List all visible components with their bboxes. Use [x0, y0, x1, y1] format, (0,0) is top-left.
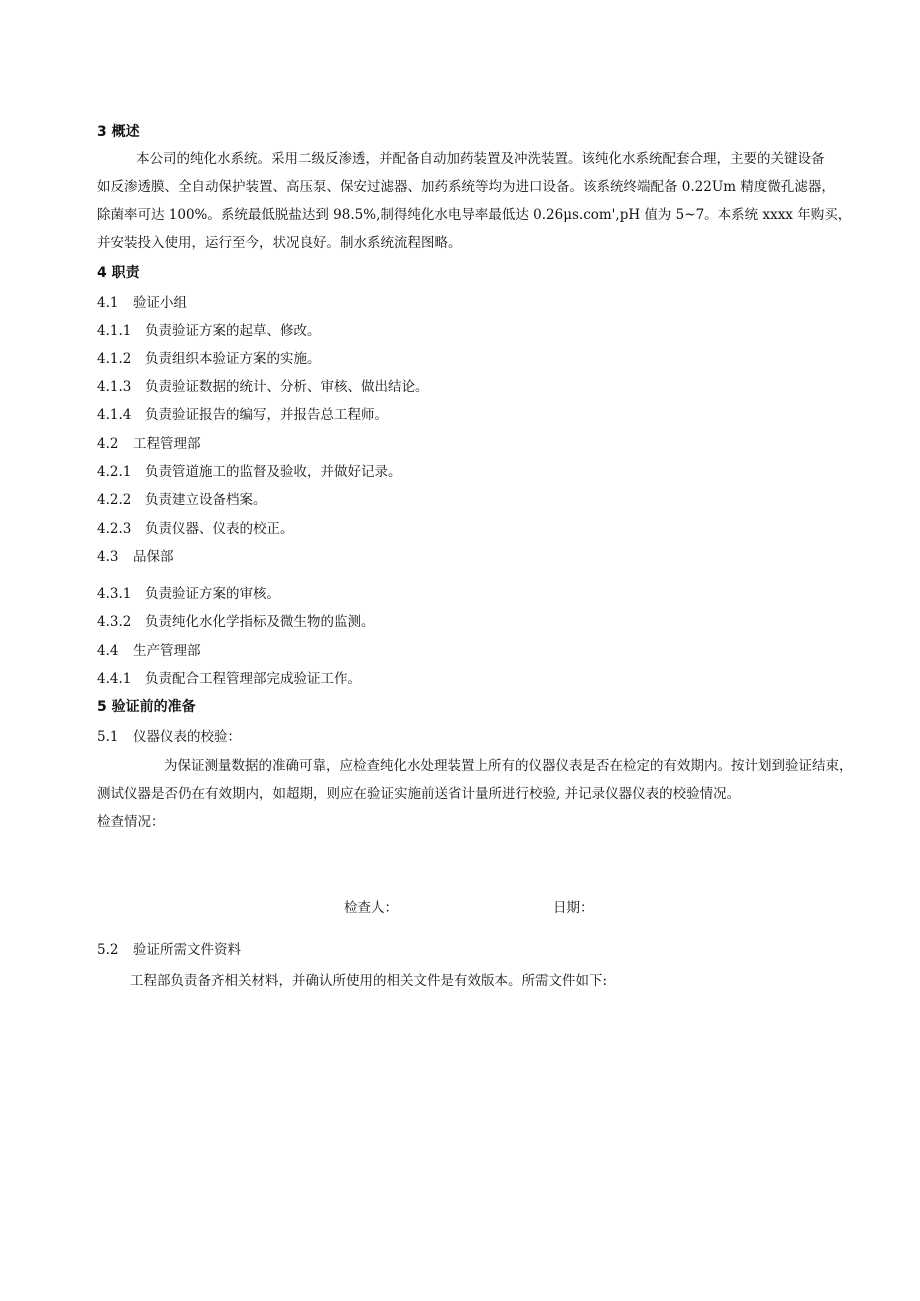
item-text: 负责验证方案的起草、修改。	[145, 323, 321, 339]
section-3-line-1: 本公司的纯化水系统。采用二级反渗透，并配备自动加药装置及冲洗装置。该纯化水系统配套合理，主要的关键设备	[136, 151, 825, 167]
item-5-2	[97, 941, 241, 959]
item-number: 4.2.1	[97, 464, 132, 480]
item-number: 4.4	[97, 643, 119, 659]
item-number: 4.1.4	[97, 407, 132, 423]
item-text: 验证小组	[133, 295, 187, 311]
item-text: 负责验证方案的审核。	[145, 586, 280, 602]
item-text: 生产管理部	[133, 643, 201, 659]
item-4-1-4	[97, 406, 388, 424]
item-number: 4.2	[97, 436, 119, 452]
section-3-heading: 3 概述	[97, 124, 140, 140]
item-4-2-2	[97, 491, 267, 509]
item-number: 5.2	[97, 942, 119, 958]
item-text: 负责验证数据的统计、分析、审核、做出结论。	[145, 379, 429, 395]
item-4-3-1	[97, 585, 280, 603]
section-5-2-text: 工程部负责备齐相关材料，并确认所使用的相关文件是有效版本。所需文件如下:	[130, 973, 608, 989]
item-4-2-3	[97, 520, 294, 538]
section-5-1-line-2: 测试仪器是否仍在有效期内，如超期，则应在验证实施前送省计量所进行校验, 并记录仪器仪表的校验情况。	[97, 786, 741, 802]
item-4-4-1	[97, 670, 361, 688]
item-number: 4.1.1	[97, 323, 132, 339]
item-number: 4.2.3	[97, 521, 132, 537]
date-label: 日期：	[553, 900, 594, 916]
item-text: 负责纯化水化学指标及微生物的监测。	[145, 614, 375, 630]
item-number: 4.2.2	[97, 492, 132, 508]
item-text: 验证所需文件资料	[133, 942, 241, 958]
section-5-1-line-1: 为保证测量数据的准确可靠，应检查纯化水处理装置上所有的仪器仪表是否在检定的有效期内。按计划到验证结束，	[164, 758, 853, 774]
item-4-2-1	[97, 463, 402, 481]
item-number: 4.1.3	[97, 379, 132, 395]
item-4-3	[97, 548, 174, 566]
item-text: 负责仪器、仪表的校正。	[145, 521, 294, 537]
item-number: 4.3	[97, 549, 119, 565]
section-4-heading: 4 职责	[97, 265, 140, 281]
section-3-line-4: 并安装投入使用，运行至今，状况良好。制水系统流程图略。	[97, 235, 462, 251]
item-4-3-2	[97, 613, 375, 631]
item-text: 负责管道施工的监督及验收，并做好记录。	[145, 464, 402, 480]
item-text: 负责验证报告的编写，并报告总工程师。	[145, 407, 388, 423]
item-4-1-3	[97, 378, 429, 396]
item-number: 5.1	[97, 729, 119, 745]
section-3-line-2: 如反渗透膜、全自动保护装置、高压泵、保安过滤器、加药系统等均为进口设备。该系统终端配备 0.22Um 精度微孔滤器，	[97, 179, 835, 195]
item-number: 4.3.1	[97, 586, 132, 602]
item-4-1	[97, 294, 187, 312]
item-4-1-2	[97, 350, 321, 368]
item-4-2	[97, 435, 201, 453]
item-text: 负责配合工程管理部完成验证工作。	[145, 671, 361, 687]
inspector-label: 检查人：	[344, 900, 398, 916]
item-number: 4.1	[97, 295, 119, 311]
item-4-1-1	[97, 322, 321, 340]
item-5-1	[97, 728, 241, 746]
section-3-line-3: 除菌率可达 100%。系统最低脱盐达到 98.5%,制得纯化水电导率最低达 0.26μs.com',pH 值为 5~7。本系统 xxxx 年购买，	[97, 207, 852, 223]
section-5-heading: 5 验证前的准备	[97, 699, 196, 715]
item-text: 负责组织本验证方案的实施。	[145, 351, 321, 367]
item-4-4	[97, 642, 201, 660]
item-number: 4.3.2	[97, 614, 132, 630]
item-text: 负责建立设备档案。	[145, 492, 267, 508]
item-text: 品保部	[133, 549, 174, 565]
item-text: 仪器仪表的校验：	[133, 729, 241, 745]
item-number: 4.1.2	[97, 351, 132, 367]
item-text: 工程管理部	[133, 436, 201, 452]
item-number: 4.4.1	[97, 671, 132, 687]
check-status-label: 检查情况：	[97, 814, 165, 830]
